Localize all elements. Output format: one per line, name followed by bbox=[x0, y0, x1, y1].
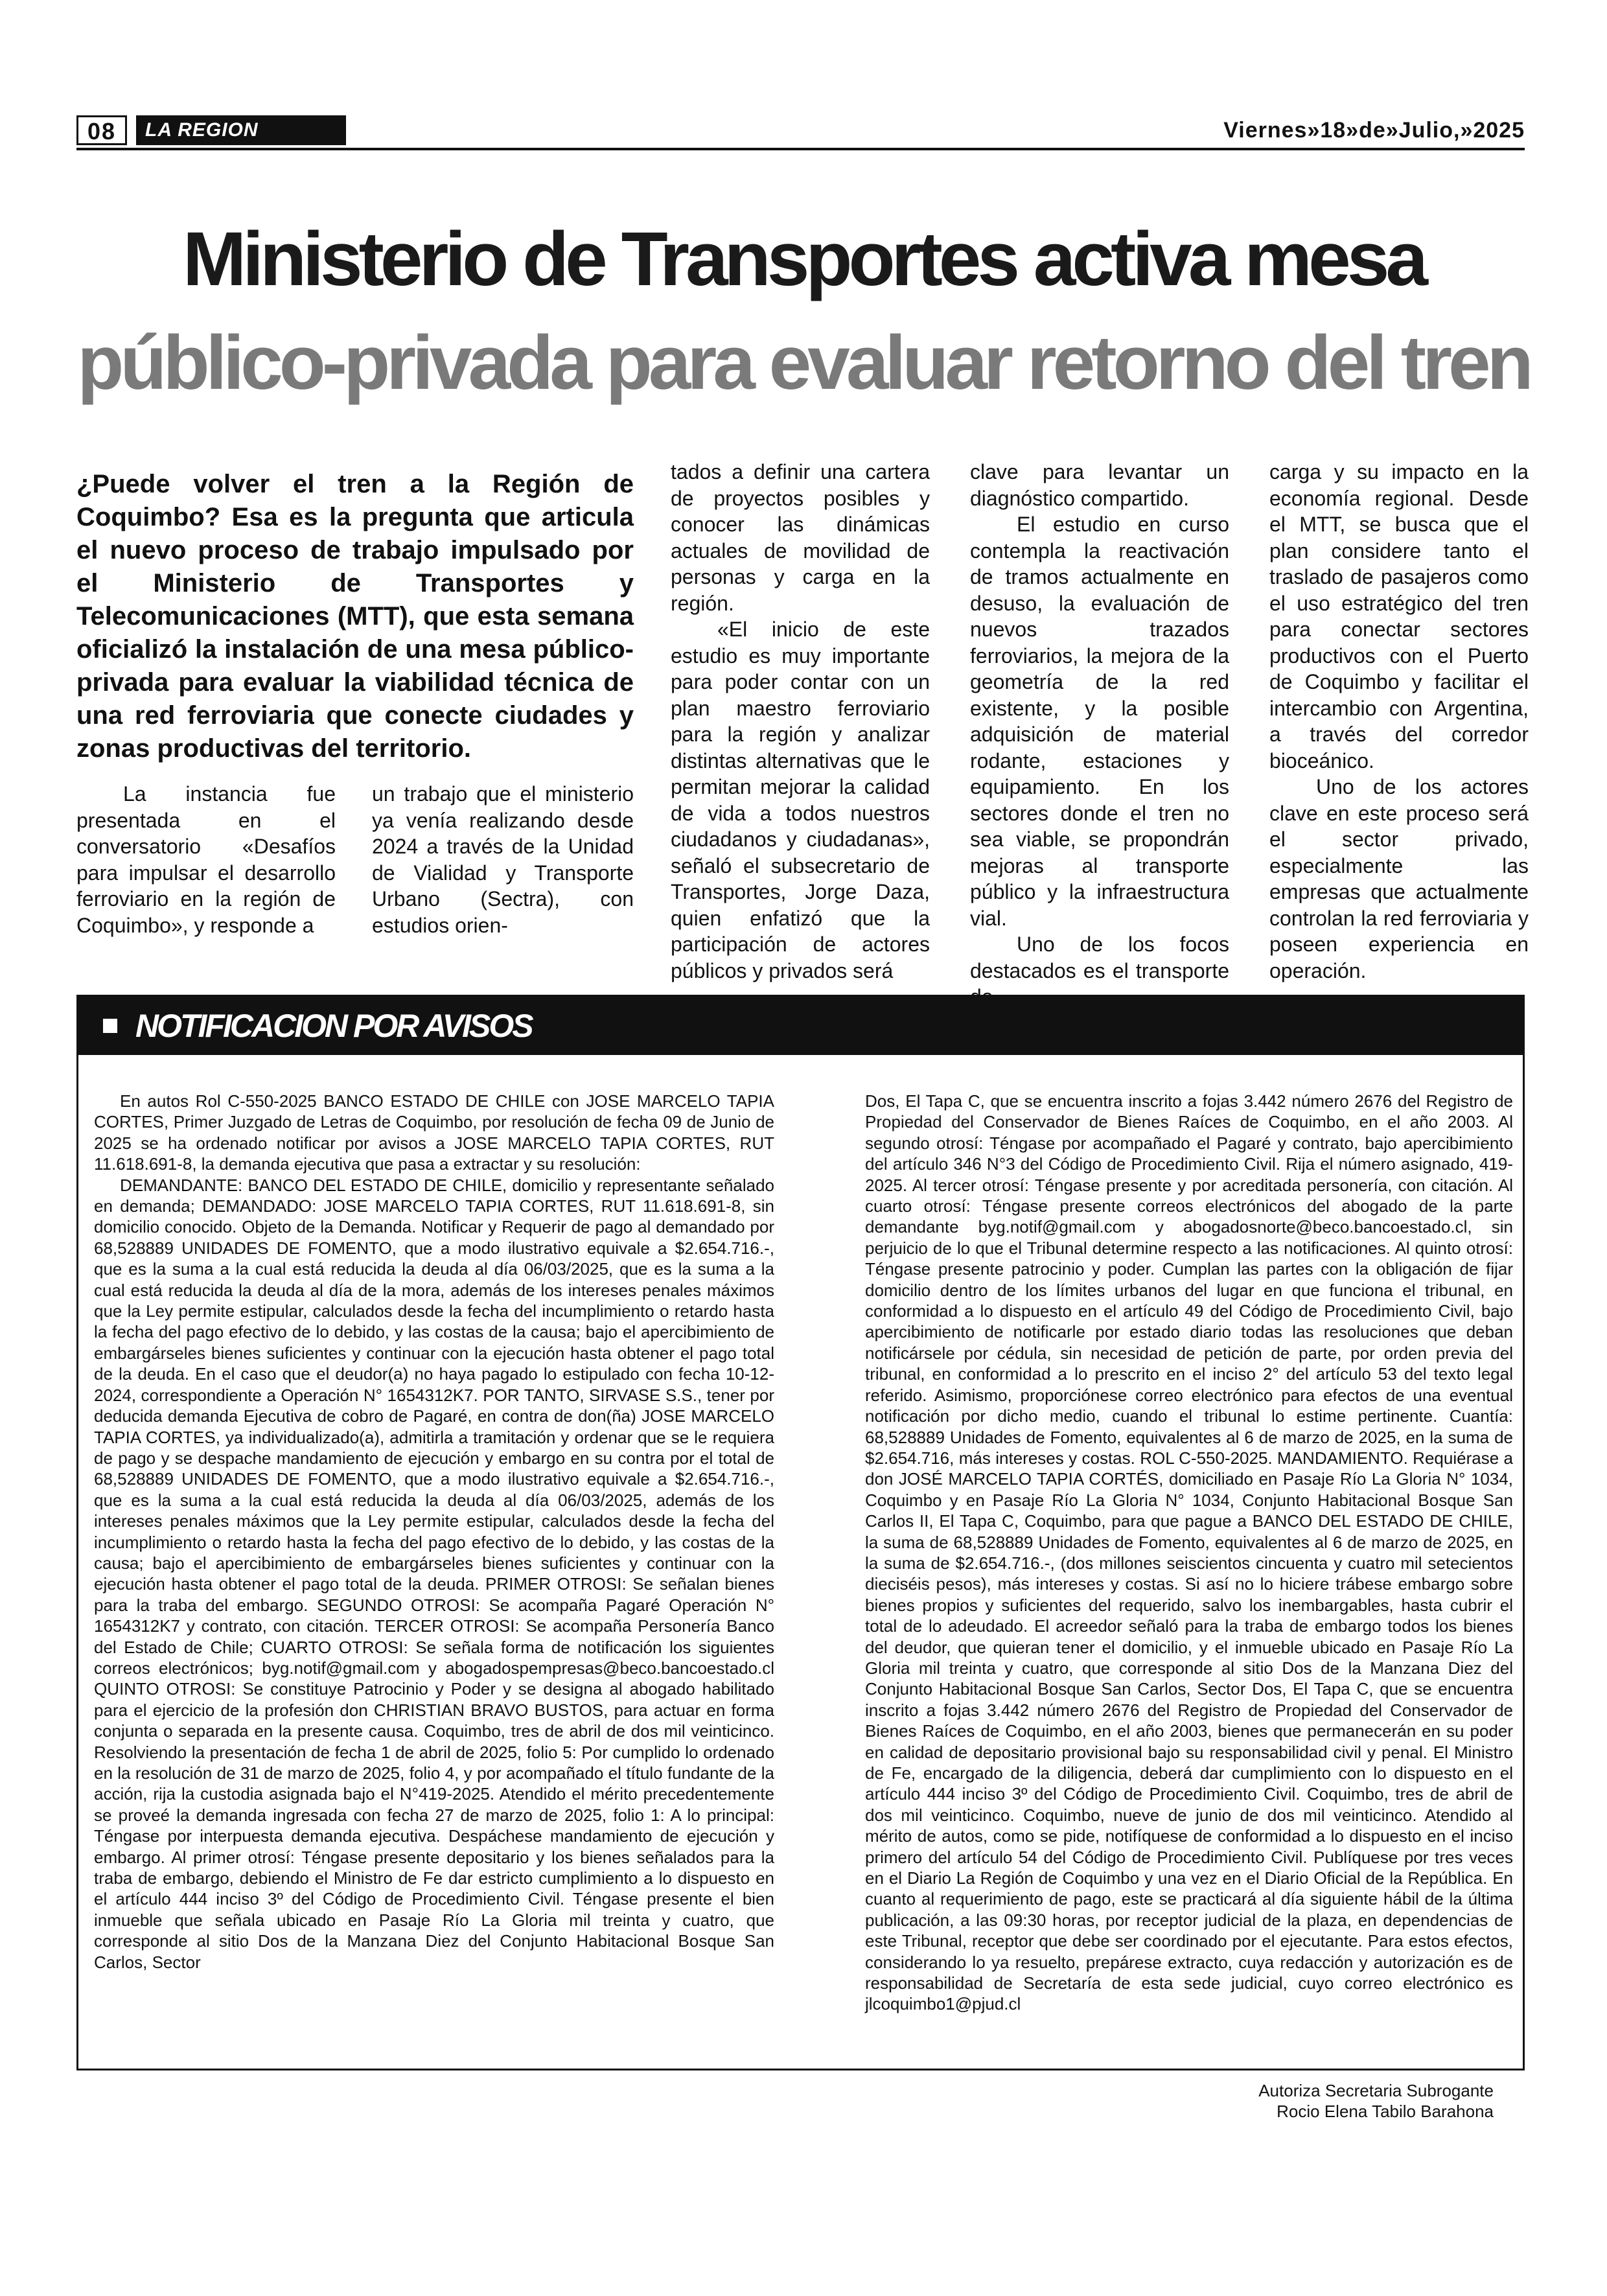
article-paragraph: «El inicio de este estudio es muy importante para poder contar con un plan maestro ferroviario para la región y analizar distintas alternativas que le permitan mejorar la calidad de vida a todos nuestros ciudadanos y ciudadanas», señaló el subsecretario de Transportes, Jorge Daza, quien enfatizó que la participación de actores públicos y privados será bbox=[671, 618, 930, 982]
notice-signature bbox=[1258, 2080, 1494, 2122]
article-column-5 bbox=[1269, 459, 1529, 984]
notice-title: NOTIFICACION POR AVISOS bbox=[135, 1008, 532, 1044]
newspaper-brand: LA REGION bbox=[136, 115, 346, 145]
notice-paragraph: En autos Rol C-550-2025 BANCO ESTADO DE CHILE con JOSE MARCELO TAPIA CORTES, Primer Juzgado de Letras de Coquimbo, por resolución de fecha 09 de Junio de 2025 se ha ordenado notificar por avisos a JOSE MARCELO TAPIA CORTES, RUT 11.618.691-8, la demanda ejecutiva que pasa a extractar y su resolución: bbox=[94, 1091, 774, 1174]
article-paragraph: El estudio en curso contempla la reactivación de tramos actualmente en desuso, la evaluación de nuevos trazados ferroviarios, la mejora de la geometría de la red existente, y la posible adquisición de material rodante, estaciones y equipamiento. En los sectores donde el tren no sea viable, se propondrán mejoras al transporte público y la infraestructura vial. bbox=[970, 513, 1229, 930]
header-rule bbox=[76, 148, 1525, 150]
notice-column-right bbox=[865, 1091, 1513, 2015]
article-paragraph: tados a definir una cartera de proyectos posibles y conocer las dinámicas actuales de movilidad de personas y carga en la región. bbox=[671, 460, 930, 615]
signature-title: Autoriza Secretaria Subrogante bbox=[1258, 2081, 1494, 2100]
article-paragraph: La instancia fue presentada en el conversatorio «Desafíos para impulsar el desarrollo ferroviario en la región de Coquimbo», y responde a bbox=[76, 782, 336, 937]
article-paragraph: Uno de los actores clave en este proceso será el sector privado, especialmente las empresas que actualmente controlan la red ferroviaria y poseen experiencia en operación. bbox=[1269, 775, 1529, 982]
issue-date: Viernes»18»de»Julio,»2025 bbox=[1223, 118, 1525, 143]
article-paragraph: carga y su impacto en la economía regional. Desde el MTT, se busca que el plan considere tanto el traslado de pasajeros como el uso estratégico del tren para conectar sectores productivos con el Puerto de Coquimbo y facilitar el intercambio con Argentina, a través del corredor bioceánico. bbox=[1269, 460, 1529, 772]
article-paragraph: Uno de los focos destacados es el transporte bbox=[970, 933, 1229, 982]
page-header bbox=[76, 115, 1525, 146]
article-column-1 bbox=[76, 781, 336, 938]
article-column-2 bbox=[372, 781, 634, 938]
headline-line-1: Ministerio de Transportes activa mesa bbox=[183, 216, 1424, 302]
notice-column-left bbox=[94, 1091, 774, 1973]
article-paragraph: clave para levantar un diagnóstico compartido. bbox=[970, 460, 1229, 510]
page-number: 08 bbox=[76, 115, 127, 145]
notice-paragraph: DEMANDANTE: BANCO DEL ESTADO DE CHILE, domicilio y representante señalado en demanda; DEMANDADO: JOSE MARCELO TAPIA CORTES, RUT 11.618.691-8, sin domicilio conocido. Objeto de la Demanda. Notificar y Requerir de pago al demandado por 68,528889 UNIDADES DE FOMENTO, que a modo ilustrativo equivale a $2.654.716.-, que es la suma a la cual está reducida la deuda al día 06/03/2025, que es la suma a la cual está reducida la deuda al día de la mora, además de los intereses penales máximos que la Ley permite estipular, calculados desde la fecha del incumplimiento o retardo hasta la fecha del pago efectivo de lo debido, y las costas de la causa; bajo el apercibimiento de embargárseles bienes suficientes y continuar con la ejecución hasta obtener el pago total de la deuda. En el caso que el deudor(a) no haya pagado lo estipulado con fecha 10-12-2024, correspondiente a Operación N° 1654312K7. POR TANTO, SIRVASE S.S., tener por deducida demanda Ejecutiva de cobro de Pagaré, en contra de don(ña) JOSE MARCELO TAPIA CORTES, ya individualizado(a), admitirla a tramitación y ordenar que se le requiera de pago y se despache mandamiento de ejecución y embargo en su contra por el total de 68,528889 UNIDADES DE FOMENTO, que a modo ilustrativo equivale a $2.654.716.-, que es la suma a la cual está reducida la deuda al día 06/03/2025, además de los intereses penales máximos que la Ley permite estipular, calculados desde la fecha del incumplimiento o retardo hasta la fecha del pago efectivo de lo debido, y las costas de la causa; bajo el apercibimiento de embargárseles bienes suficientes y continuar con la ejecución hasta obtener el pago total de la deuda. PRIMER OTROSI: Se señalan bienes para la traba del embargo. SEGUNDO OTROSI: Se acompaña Pagaré Operación N° 1654312K7 y contrato, con citación. TERCER OTROSI: Se acompaña Personería Banco del Estado de Chile; CUARTO OTROSI: Se señala forma de notificación los siguientes correos electrónicos; byg.notif@gmail.com y abogadospempresas@beco.bancoestado.cl QUINTO OTROSI: Se constituye Patrocinio y Poder y se designa al abogado habilitado para el ejercicio de la profesión don CHRISTIAN BRAVO BUSTOS, para actuar en forma conjunta o separada en la presente causa. Coquimbo, tres de abril de dos mil veinticinco. Resolviendo la presentación de fecha 1 de abril de 2025, folio 5: Por cumplido lo ordenado en la resolución de 31 de marzo de 2025, folio 4, y por acompañado el título fundante de la acción, rija la custodia asignada bajo el N°419-2025. Atendido el mérito precedentemente se proveé la demanda ingresada con fecha 27 de marzo de 2025, folio 1: A lo principal: Téngase por interpuesta demanda ejecutiva. Despáchese mandamiento de ejecución y embargo. Al primer otrosí: Téngase presente depositario y los bienes señalados para la traba de embargo, debiendo el Ministro de Fe dar estricto cumplimiento a lo dispuesto en el artículo 444 inciso 3º del Código de Procedimiento Civil. Téngase presente el bien inmueble que señala ubicado en Pasaje Río La Gloria mil treinta y cuatro, que corresponde al sitio Dos de la Manzana Diez del Conjunto Habitacional Bosque San Carlos, Sector bbox=[94, 1175, 774, 1972]
article-column-3 bbox=[671, 459, 930, 984]
notice-paragraph: Dos, El Tapa C, que se encuentra inscrito a fojas 3.442 número 2676 del Registro de Propiedad del Conservador de Bienes Raíces de Coquimbo, en el año 2003. Al segundo otrosí: Téngase por acompañado el Pagaré y contrato, bajo apercibimiento del artículo 346 N°3 del Código de Procedimiento Civil. Rija el número asignado, 419-2025. Al tercer otrosí: Téngase presente y por acreditada personería, con citación. Al cuarto otrosí: Téngase presente correos electrónicos del abogado de la parte demandante byg.notif@gmail.com y abogadosnorte@beco.bancoestado.cl, sin perjuicio de lo que el Tribunal determine respecto a las notificaciones. Al quinto otrosí: Téngase presente patrocinio y poder. Cumplan las partes con la obligación de fijar domicilio dentro de los límites urbanos del lugar en que funciona el tribunal, en conformidad a lo dispuesto en el artículo 49 del Código de Procedimiento Civil, bajo apercibimiento de notificarle por estado diario todas las resoluciones que deban notificársele por cédula, sin necesidad de petición de parte, por orden previa del tribunal, en conformidad a lo prescrito en el inciso 2° del artículo 53 del texto legal referido. Asimismo, proporciónese correo electrónico para efectos de una eventual notificación por dicho medio, cuando el tribunal lo estime pertinente. Cuantía: 68,528889 Unidades de Fomento, equivalentes al 6 de marzo de 2025, en la suma de $2.654.716, más intereses y costas. ROL C-550-2025. MANDAMIENTO. Requiérase a don JOSÉ MARCELO TAPIA CORTÉS, domiciliado en Pasaje Río La Gloria N° 1034, Coquimbo y en Pasaje Río La Gloria N° 1034, Conjunto Habitacional Bosque San Carlos II, El Tapa C, Coquimbo, para que pague a BANCO DEL ESTADO DE CHILE, la suma de 68,528889 Unidades de Fomento, equivalentes al 6 de marzo de 2025, en la suma de $2.654.716.-, (dos millones seiscientos cincuenta y cuatro mil setecientos dieciséis pesos), más intereses y costas. Si así no lo hiciere trábese embargo sobre bienes propios y suficientes del requerido, salvo los inembargables, hasta cubrir el total de lo adeudado. El acreedor señaló para la traba de embargo todos los bienes del deudor, que quieran tener el domicilio, y el inmueble ubicado en Pasaje Río La Gloria mil treinta y cuatro, que corresponde al sitio Dos de la Manzana Diez del Conjunto Habitacional Bosque San Carlos, Sector Dos, El Tapa C, que se encuentra inscrito a fojas 3.442 número 2676 del Registro de Propiedad del Conservador de Bienes Raíces de Coquimbo, en el año 2003, bienes que permanecerán en su poder en calidad de depositario provisional bajo su responsabilidad civil y penal. El Ministro de Fe, encargado de la diligencia, deberá dar cumplimiento con lo dispuesto en el artículo 444 inciso 3º del Código de Procedimiento Civil. Coquimbo, tres de abril de dos mil veinticinco. Coquimbo, nueve de junio de dos mil veinticinco. Atendido al mérito de autos, como se pide, notifíquese de conformidad a lo dispuesto en el inciso primero del artículo 54 del Código de Procedimiento Civil. Publíquese por tres veces en el Diario La Región de Coquimbo y una vez en el Diario Oficial de la República. En cuanto al requerimiento de pago, este se practicará al día siguiente hábil de la última publicación, a las 09:30 horas, por receptor judicial de la plaza, en dependencias de este Tribunal, receptor que debe ser coordinado por el ejecutante. Para estos efectos, considerando lo ya resuelto, prepárese extracto, cuya redacción y autorización es de responsabilidad de Secretaría de esta sede judicial, cuyo correo electrónico es jlcoquimbo1@pjud.cl bbox=[865, 1091, 1513, 2014]
article-column-4 bbox=[970, 459, 1229, 1010]
notice-title-bar bbox=[78, 997, 1523, 1055]
article-lead: ¿Puede volver el tren a la Región de Coquimbo? Esa es la pregunta que articula el nuevo proceso de trabajo impulsado por el Ministerio de Transportes y Telecomunicaciones (MTT), que esta semana oficializó la instalación de una mesa público-privada para evaluar la viabilidad técnica de una red ferroviaria que conecte ciudades y zonas productivas del territorio. bbox=[76, 470, 634, 763]
article-paragraph: un trabajo que el ministerio ya venía realizando desde 2024 a través de la Unidad de Vialidad y Transporte Urbano (Sectra), con estudios orien- bbox=[372, 782, 634, 937]
square-bullet-icon bbox=[103, 1019, 117, 1033]
signature-name: Rocio Elena Tabilo Barahona bbox=[1277, 2102, 1494, 2121]
headline-line-2: público-privada para evaluar retorno del tren bbox=[77, 320, 1530, 406]
